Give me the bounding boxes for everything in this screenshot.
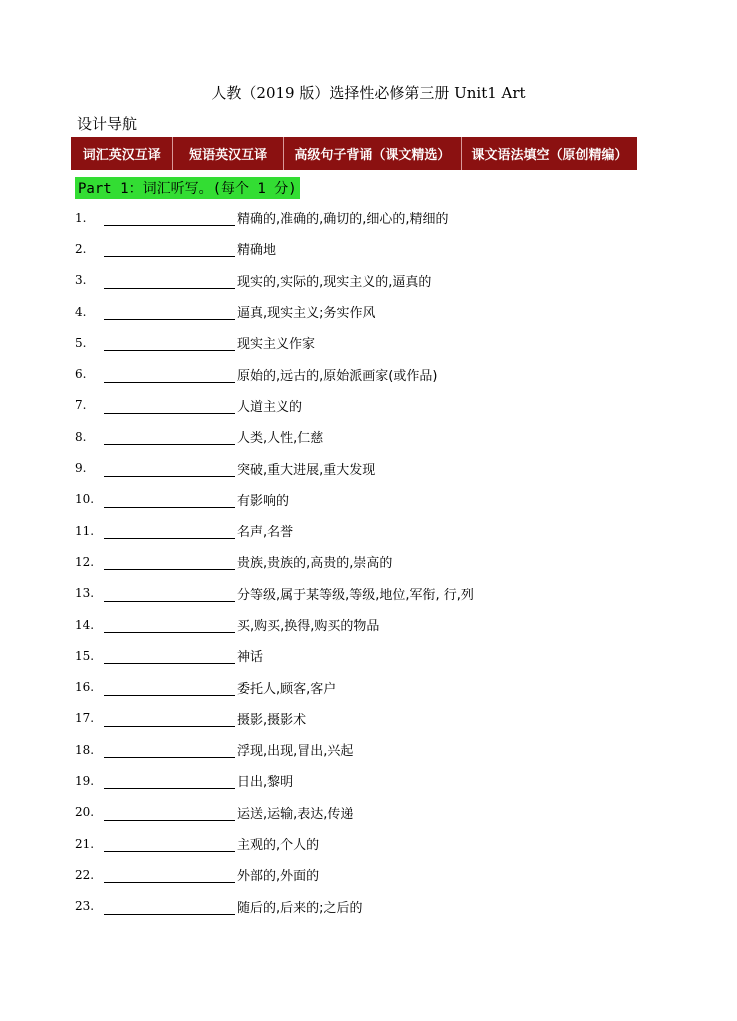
item-number: 19.: [75, 773, 95, 788]
chinese-meaning: 外部的,外面的: [237, 869, 320, 885]
chinese-meaning: 随后的,后来的;之后的: [237, 900, 363, 916]
item-number: 22.: [75, 867, 95, 882]
nav-sentence-recitation[interactable]: 高级句子背诵（课文精选）: [284, 137, 462, 170]
item-number: 4.: [75, 304, 87, 319]
answer-blank[interactable]: [104, 428, 235, 445]
answer-blank[interactable]: [104, 804, 235, 821]
chinese-meaning: 浮现,出现,冒出,兴起: [237, 744, 354, 760]
nav-phrase-translation[interactable]: 短语英汉互译: [173, 137, 283, 170]
answer-blank[interactable]: [104, 272, 235, 289]
list-item: [75, 233, 675, 264]
chinese-meaning: 人道主义的: [237, 399, 303, 415]
answer-blank[interactable]: [104, 585, 235, 602]
item-number: 15.: [75, 648, 95, 663]
vocab-list: [75, 202, 675, 922]
chinese-meaning: 现实主义作家: [237, 337, 316, 353]
list-item: [75, 640, 675, 671]
item-number: 2.: [75, 241, 87, 256]
item-number: 12.: [75, 554, 95, 569]
chinese-meaning: 精确的,准确的,确切的,细心的,精细的: [237, 212, 449, 228]
list-item: [75, 296, 675, 327]
item-number: 21.: [75, 836, 95, 851]
answer-blank[interactable]: [104, 460, 235, 477]
list-item: [75, 390, 675, 421]
item-number: 6.: [75, 367, 87, 382]
chinese-meaning: 有影响的: [237, 493, 290, 509]
item-number: 10.: [75, 492, 95, 507]
answer-blank[interactable]: [104, 741, 235, 758]
answer-blank[interactable]: [104, 835, 235, 852]
item-number: 20.: [75, 805, 95, 820]
document-title: 人教（2019 版）选择性必修第三册 Unit1 Art: [211, 84, 526, 102]
answer-blank[interactable]: [104, 303, 235, 320]
list-item: [75, 265, 675, 296]
answer-blank[interactable]: [104, 898, 235, 915]
nav-vocab-translation[interactable]: 词汇英汉互译: [71, 137, 173, 170]
nav-grammar-fill[interactable]: 课文语法填空（原创精编）: [471, 148, 628, 163]
item-number: 14.: [75, 617, 95, 632]
chinese-meaning: 分等级,属于某等级,等级,地位,军衔, 行,列: [237, 587, 474, 603]
answer-blank[interactable]: [104, 679, 235, 696]
item-number: 23.: [75, 899, 95, 914]
list-item: [75, 734, 675, 765]
list-item: [75, 358, 675, 389]
list-item: [75, 797, 675, 828]
answer-blank[interactable]: [104, 522, 235, 539]
list-item: [75, 828, 675, 859]
chinese-meaning: 名声,名誉: [237, 525, 294, 541]
list-item: [75, 703, 675, 734]
chinese-meaning: 日出,黎明: [237, 775, 294, 791]
answer-blank[interactable]: [104, 209, 235, 226]
list-item: [75, 578, 675, 609]
design-nav-label: 设计导航: [77, 115, 138, 133]
item-number: 5.: [75, 335, 87, 350]
chinese-meaning: 运送,运输,表达,传递: [237, 806, 354, 822]
item-number: 3.: [75, 273, 87, 288]
answer-blank[interactable]: [104, 553, 235, 570]
item-number: 17.: [75, 711, 95, 726]
part1-heading: Part 1：词汇听写。(每个 1 分): [75, 177, 300, 199]
list-item: [75, 452, 675, 483]
list-item: [75, 546, 675, 577]
item-number: 11.: [75, 523, 95, 538]
chinese-meaning: 摄影,摄影术: [237, 712, 307, 728]
chinese-meaning: 委托人,顾客,客户: [237, 681, 337, 697]
chinese-meaning: 主观的,个人的: [237, 838, 320, 854]
list-item: [75, 515, 675, 546]
chinese-meaning: 贵族,贵族的,高贵的,崇高的: [237, 556, 393, 572]
chinese-meaning: 神话: [237, 650, 264, 666]
list-item: [75, 484, 675, 515]
chinese-meaning: 现实的,实际的,现实主义的,逼真的: [237, 274, 432, 290]
list-item: [75, 671, 675, 702]
list-item: [75, 327, 675, 358]
item-number: 16.: [75, 680, 95, 695]
list-item: [75, 765, 675, 796]
answer-blank[interactable]: [104, 616, 235, 633]
list-item: [75, 609, 675, 640]
section-nav-bar: [71, 137, 637, 170]
chinese-meaning: 突破,重大进展,重大发现: [237, 462, 376, 478]
chinese-meaning: 原始的,远古的,原始派画家(或作品): [237, 368, 438, 384]
list-item: [75, 859, 675, 890]
item-number: 1.: [75, 210, 87, 225]
item-number: 7.: [75, 398, 87, 413]
list-item: [75, 421, 675, 452]
chinese-meaning: 人类,人性,仁慈: [237, 431, 324, 447]
answer-blank[interactable]: [104, 334, 235, 351]
chinese-meaning: 买,购买,换得,购买的物品: [237, 619, 380, 634]
item-number: 8.: [75, 429, 87, 444]
answer-blank[interactable]: [104, 866, 235, 883]
item-number: 13.: [75, 586, 95, 601]
answer-blank[interactable]: [104, 366, 235, 383]
answer-blank[interactable]: [104, 240, 235, 257]
list-item: [75, 202, 675, 233]
chinese-meaning: 逼真,现实主义;务实作风: [237, 306, 376, 322]
answer-blank[interactable]: [104, 710, 235, 727]
answer-blank[interactable]: [104, 647, 235, 664]
list-item: [75, 891, 675, 922]
chinese-meaning: 精确地: [237, 243, 277, 259]
answer-blank[interactable]: [104, 397, 235, 414]
answer-blank[interactable]: [104, 772, 235, 789]
item-number: 18.: [75, 742, 95, 757]
answer-blank[interactable]: [104, 491, 235, 508]
item-number: 9.: [75, 461, 87, 476]
